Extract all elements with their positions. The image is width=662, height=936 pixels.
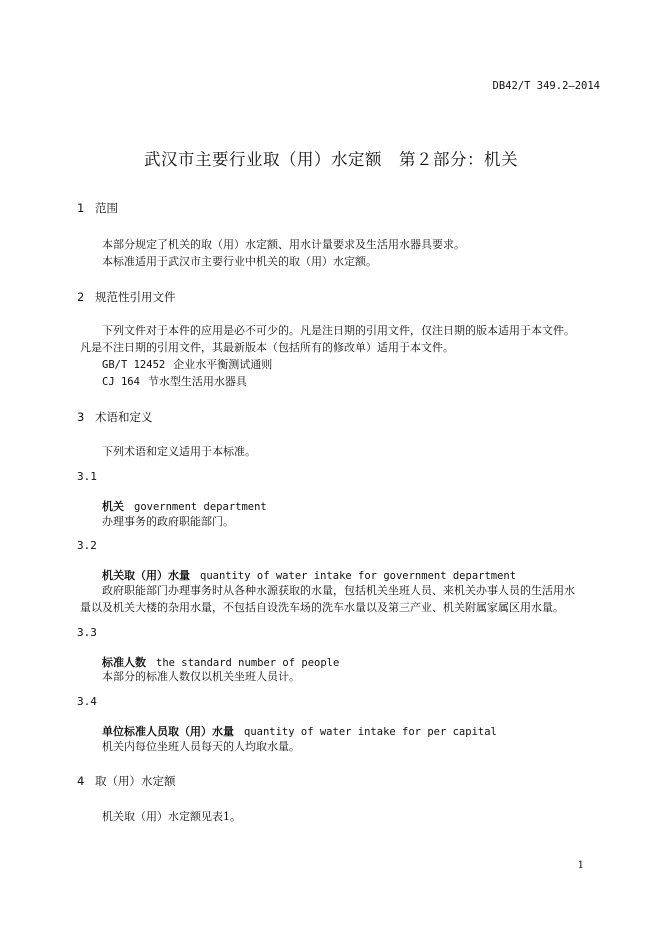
standard-code: DB42/T 349.2—2014 [492,80,600,92]
term-number: 3.3 [77,626,97,639]
term-definition: 办理事务的政府职能部门。 [102,515,234,528]
section-2-paragraph-line-1: 下列文件对于本件的应用是必不可少的。凡是注日期的引用文件，仅注日期的版本适用于本文件。 [102,324,575,337]
term-heading [102,495,267,514]
reference-item [102,373,247,389]
term-definition: 本部分的标准人数仅以机关坐班人员计。 [102,670,300,683]
section-title: 术语和定义 [95,410,153,424]
section-4-heading [77,773,176,789]
section-1-paragraph-1: 本部分规定了机关的取（用）水定额、用水计量要求及生活用水器具要求。 [102,238,465,251]
section-title: 规范性引用文件 [95,290,176,304]
section-title: 取（用）水定额 [95,774,176,788]
section-2-heading [77,289,176,305]
term-chinese: 机关取（用）水量 [102,569,190,582]
section-1-heading [77,200,118,216]
term-chinese: 单位标准人员取（用）水量 [102,725,234,738]
term-heading [102,564,516,583]
section-3-intro: 下列术语和定义适用于本标准。 [102,445,256,458]
term-chinese: 机关 [102,500,124,513]
reference-title: 企业水平衡测试通则 [173,358,273,371]
section-number: 4 [77,774,85,788]
term-number: 3.4 [77,695,97,708]
section-1-paragraph-2: 本标准适用于武汉市主要行业中机关的取（用）水定额。 [102,255,377,268]
term-english: quantity of water intake for per capital [244,726,497,738]
term-english: government department [134,501,267,513]
term-chinese: 标准人数 [102,656,146,669]
term-english: the standard number of people [156,657,340,669]
term-definition-line-1: 政府职能部门办理事务时从各种水源获取的水量，包括机关坐班人员、来机关办事人员的生活用水 [102,584,575,597]
section-number: 1 [77,201,85,215]
term-definition: 机关内每位坐班人员每天的人均取水量。 [102,740,300,753]
section-2-paragraph-line-2: 凡是不注日期的引用文件，其最新版本（包括所有的修改单）适用于本文件。 [80,341,454,354]
section-4-paragraph: 机关取（用）水定额见表1。 [102,810,241,823]
term-number: 3.1 [77,470,97,483]
term-definition-line-2: 量以及机关大楼的杂用水量，不包括自设洗车场的洗车水量以及第三产业、机关附属家属区用水量。 [80,601,564,614]
section-3-heading [77,409,153,425]
term-heading [102,720,497,739]
document-title: 武汉市主要行业取（用）水定额 第２部分：机关 [144,150,518,169]
section-title: 范围 [95,201,118,215]
reference-title: 节水型生活用水器具 [147,375,247,388]
section-number: 2 [77,290,85,304]
term-english: quantity of water intake for government department [200,570,517,582]
reference-code: GB/T 12452 [102,359,166,371]
reference-code: CJ 164 [102,376,140,388]
section-number: 3 [77,410,85,424]
term-number: 3.2 [77,539,97,552]
page-number: 1 [577,860,584,871]
reference-item [102,356,272,372]
